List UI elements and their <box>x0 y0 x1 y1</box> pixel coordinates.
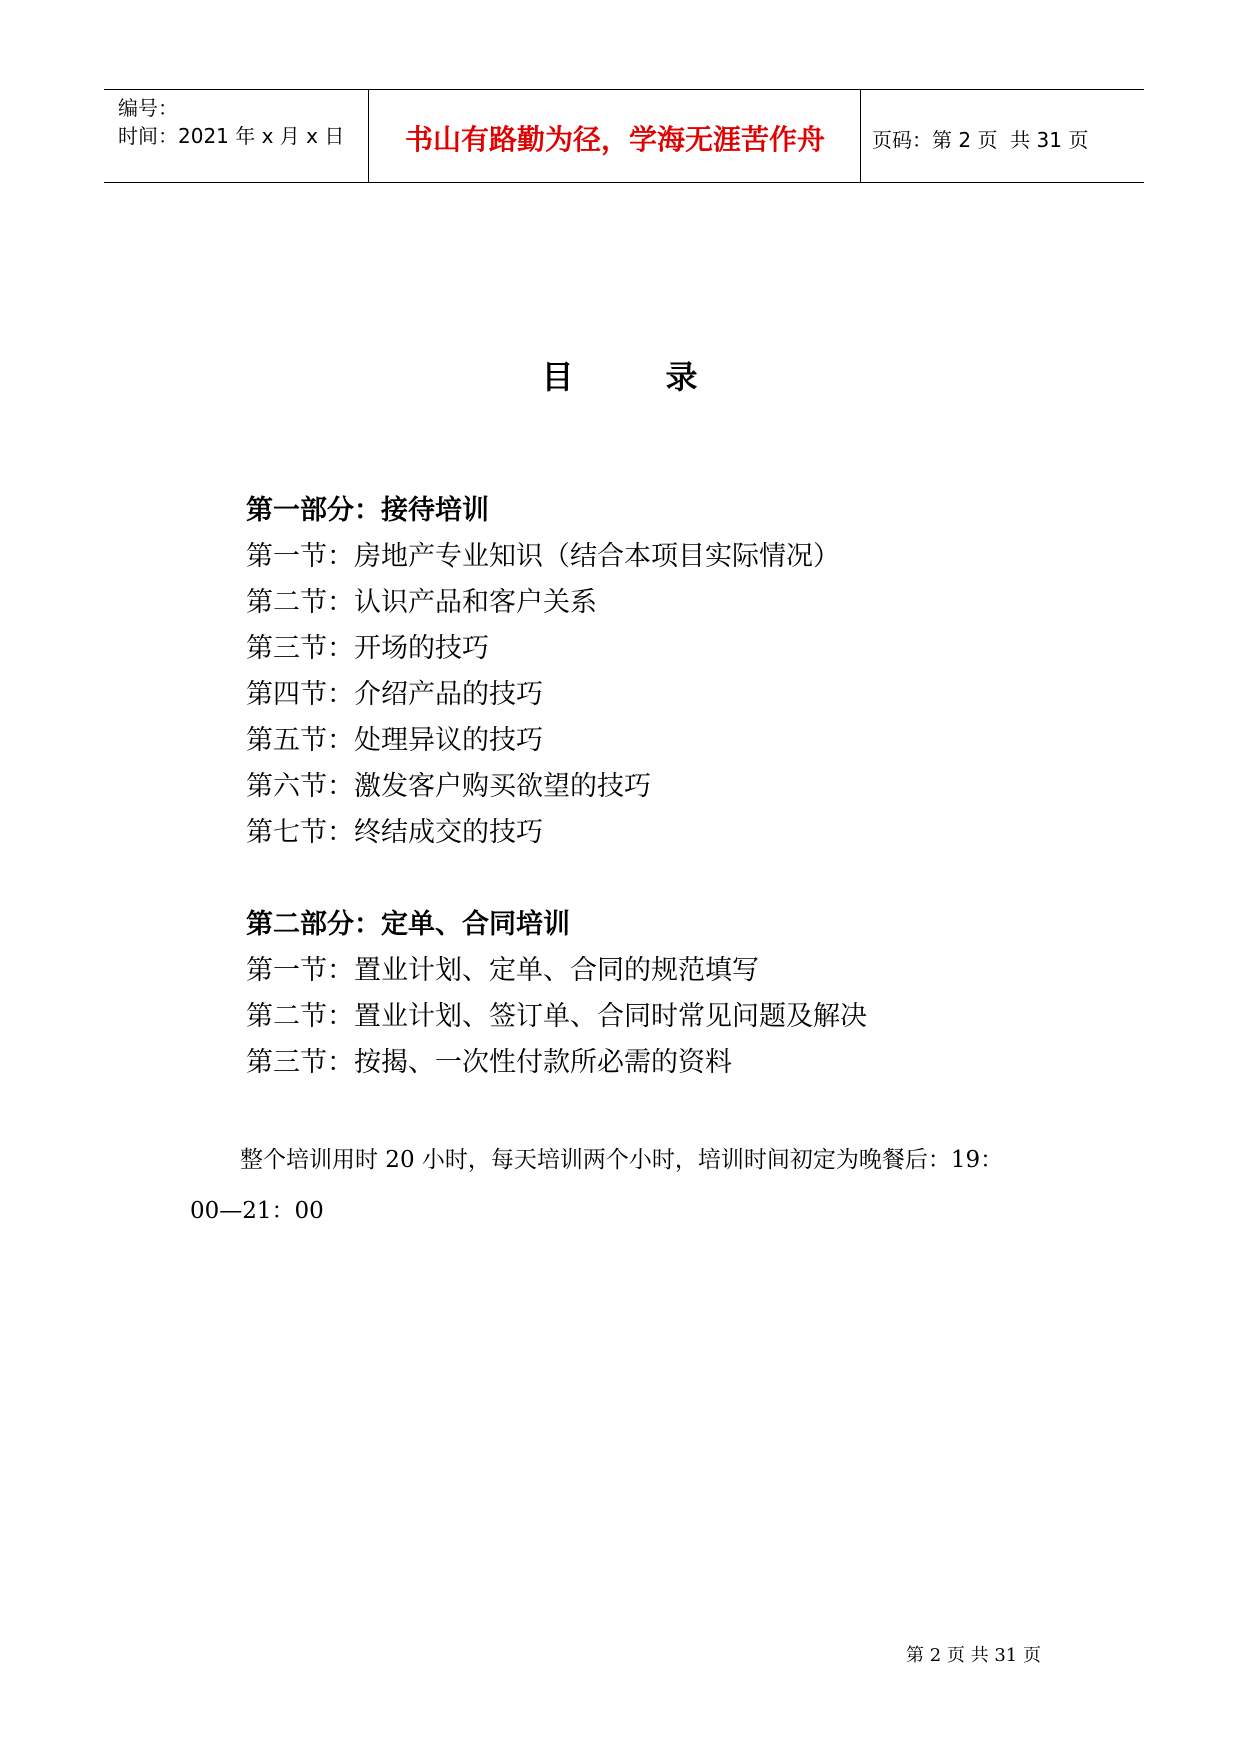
header-number-label: 编号： <box>118 96 178 120</box>
toc-item: 第一节：置业计划、定单、合同的规范填写 <box>246 955 759 986</box>
toc-item: 第四节：介绍产品的技巧 <box>246 679 543 710</box>
training-note-line: 整个培训用时 20 小时，每天培训两个小时，培训时间初定为晚餐后：19： <box>240 1147 1004 1173</box>
toc-item: 第二节：认识产品和客户关系 <box>246 587 597 618</box>
header-meta <box>118 94 358 150</box>
header-motto: 书山有路勤为径，学海无涯苦作舟 <box>404 123 825 156</box>
title-char: 录 <box>665 358 700 396</box>
toc-part-heading: 第一部分：接待培训 <box>246 495 489 526</box>
toc-item: 第二节：置业计划、签订单、合同时常见问题及解决 <box>246 1001 867 1032</box>
toc-part-heading: 第二部分：定单、合同培训 <box>246 909 570 940</box>
training-note-line: 00—21：00 <box>190 1198 324 1224</box>
header-divider <box>860 90 861 182</box>
toc-item: 第三节：开场的技巧 <box>246 633 489 664</box>
title-char: 目 <box>541 358 576 396</box>
document-title <box>0 352 1241 398</box>
toc-item: 第三节：按揭、一次性付款所必需的资料 <box>246 1047 732 1078</box>
header-time-label: 时间：2021 年 x 月 x 日 <box>118 124 345 148</box>
toc-item: 第七节：终结成交的技巧 <box>246 817 543 848</box>
page-footer: 第 2 页 共 31 页 <box>906 1645 1041 1666</box>
toc-item: 第六节：激发客户购买欲望的技巧 <box>246 771 651 802</box>
toc-item: 第五节：处理异议的技巧 <box>246 725 543 756</box>
header-divider <box>368 90 369 182</box>
toc-item: 第一节：房地产专业知识（结合本项目实际情况） <box>246 541 840 572</box>
header-page-info: 页码：第 2 页 共 31 页 <box>872 127 1089 152</box>
page-header <box>104 89 1144 183</box>
